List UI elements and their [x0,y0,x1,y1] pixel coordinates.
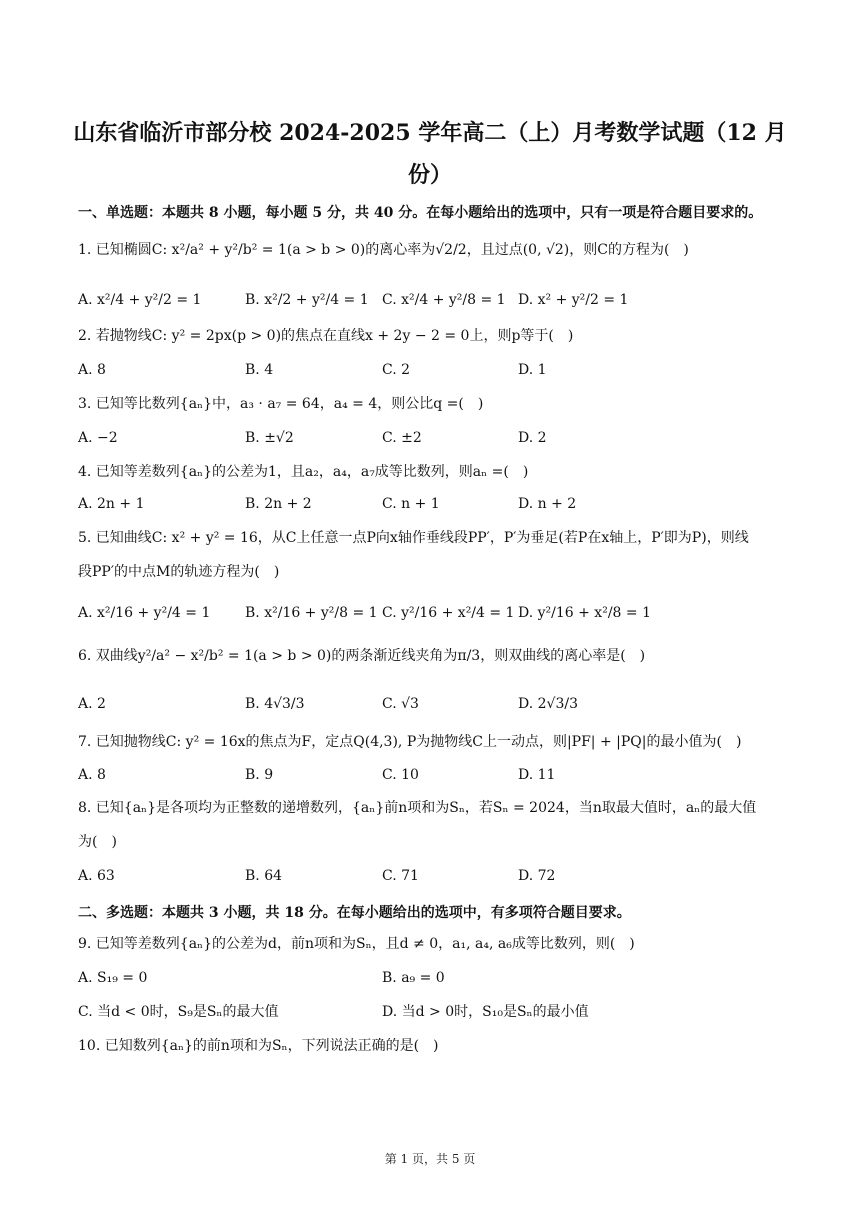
question-9-stem: 9. 已知等差数列{aₙ}的公差为d，前n项和为Sₙ，且d ≠ 0，a₁, a₄, a₆成等比数列，则( ) [78,936,635,952]
page-footer: 第 1 页，共 5 页 [384,1152,476,1166]
question-9-option-b: B. a₉ = 0 [382,970,445,986]
question-5-option-c: C. y²/16 + x²/4 = 1 [382,605,515,621]
question-8-stem: 8. 已知{aₙ}是各项均为正整数的递增数列，{aₙ}前n项和为Sₙ，若Sₙ = 2024，当n取最大值时，aₙ的最大值 [78,800,757,816]
question-6-option-a: A. 2 [78,696,106,712]
question-5-stem: 5. 已知曲线C: x² + y² = 16，从C上任意一点P向x轴作垂线段PP′，P′为垂足(若P在x轴上，P′即为P)，则线 [78,530,749,546]
question-9-option-c: C. 当d < 0时，S₉是Sₙ的最大值 [78,1004,279,1020]
question-1-option-d: D. x² + y²/2 = 1 [518,292,629,308]
question-6-stem: 6. 双曲线y²/a² − x²/b² = 1(a > b > 0)的两条渐近线夹角为π/3，则双曲线的离心率是( ) [78,648,646,664]
question-6-option-c: C. √3 [382,696,419,712]
question-7-option-a: A. 8 [78,767,106,783]
question-8-option-d: D. 72 [518,868,556,884]
question-4-option-a: A. 2n + 1 [78,496,145,512]
question-5-option-b: B. x²/16 + y²/8 = 1 [245,605,378,621]
question-7-option-c: C. 10 [382,767,419,783]
question-5-option-d: D. y²/16 + x²/8 = 1 [518,605,651,621]
question-8-stem-continued: 为( ) [78,834,117,850]
question-5-option-a: A. x²/16 + y²/4 = 1 [78,605,211,621]
question-2-option-c: C. 2 [382,362,411,378]
question-4-option-b: B. 2n + 2 [245,496,312,512]
page-title: 山东省临沂市部分校 2024-2025 学年高二（上）月考数学试题（12 月 [73,120,787,146]
question-7-option-d: D. 11 [518,767,556,783]
section-heading-multi-choice: 二、多选题：本题共 3 小题，共 18 分。在每小题给出的选项中，有多项符合题目要求。 [78,905,631,921]
question-2-option-a: A. 8 [78,362,106,378]
question-1-option-a: A. x²/4 + y²/2 = 1 [78,292,202,308]
question-2-option-b: B. 4 [245,362,274,378]
question-6-option-b: B. 4√3/3 [245,696,305,712]
question-8-option-c: C. 71 [382,868,419,884]
question-3-option-d: D. 2 [518,430,547,446]
page-title-continued: 份） [407,162,452,188]
question-3-option-a: A. −2 [78,430,118,446]
question-9-option-d: D. 当d > 0时，S₁₀是Sₙ的最小值 [382,1004,589,1020]
question-3-option-b: B. ±√2 [245,430,294,446]
question-4-option-d: D. n + 2 [518,496,577,512]
question-2-stem: 2. 若抛物线C: y² = 2px(p > 0)的焦点在直线x + 2y − 2 = 0上，则p等于( ) [78,328,574,344]
question-8-option-a: A. 63 [78,868,115,884]
question-6-option-d: D. 2√3/3 [518,696,578,712]
question-3-option-c: C. ±2 [382,430,422,446]
question-3-stem: 3. 已知等比数列{aₙ}中，a₃ · a₇ = 64，a₄ = 4，则公比q =( ) [78,396,484,412]
question-7-stem: 7. 已知抛物线C: y² = 16x的焦点为F，定点Q(4,3), P为抛物线C上一动点，则|PF| + |PQ|的最小值为( ) [78,734,742,750]
question-1-option-b: B. x²/2 + y²/4 = 1 [245,292,369,308]
question-9-option-a: A. S₁₉ = 0 [78,970,148,986]
question-4-option-c: C. n + 1 [382,496,440,512]
question-1-stem: 1. 已知椭圆C: x²/a² + y²/b² = 1(a > b > 0)的离心率为√2/2，且过点(0, √2)，则C的方程为( ) [78,242,689,258]
question-5-stem-continued: 段PP′的中点M的轨迹方程为( ) [78,564,280,580]
question-2-option-d: D. 1 [518,362,547,378]
question-1-option-c: C. x²/4 + y²/8 = 1 [382,292,506,308]
question-8-option-b: B. 64 [245,868,283,884]
question-7-option-b: B. 9 [245,767,274,783]
section-heading-single-choice: 一、单选题：本题共 8 小题，每小题 5 分，共 40 分。在每小题给出的选项中，只有一项是符合题目要求的。 [78,205,763,221]
question-10-stem: 10. 已知数列{aₙ}的前n项和为Sₙ，下列说法正确的是( ) [78,1038,439,1054]
question-4-stem: 4. 已知等差数列{aₙ}的公差为1，且a₂，a₄，a₇成等比数列，则aₙ =( ) [78,464,529,480]
